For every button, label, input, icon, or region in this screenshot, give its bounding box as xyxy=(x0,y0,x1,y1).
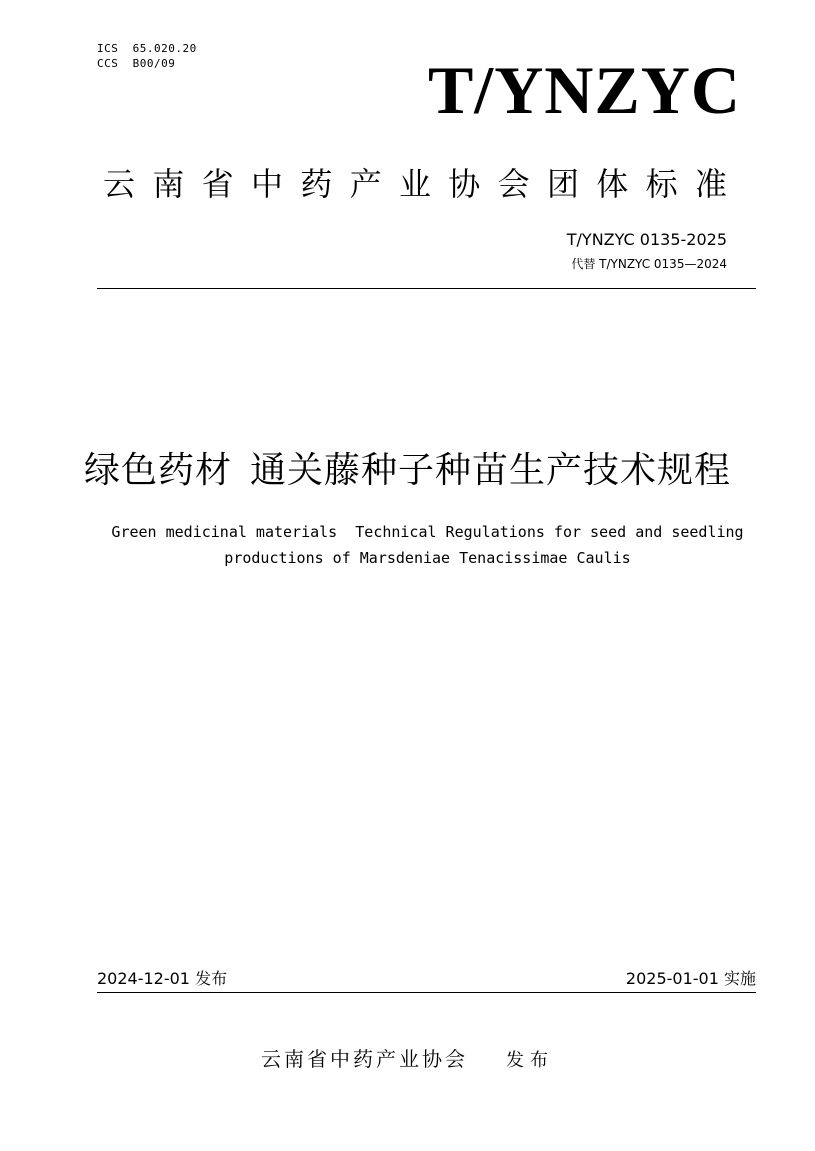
assoc-title-char: 药 xyxy=(300,165,333,203)
assoc-title-char: 标 xyxy=(645,165,678,203)
replaced-standard: 代替 T/YNZYC 0135—2024 xyxy=(571,257,727,271)
header-divider xyxy=(97,288,756,289)
assoc-title-char: 会 xyxy=(497,165,530,203)
assoc-title-char: 业 xyxy=(398,165,431,203)
english-title-line-1: Green medicinal materials Technical Regulations for seed and seedling xyxy=(111,523,744,541)
ics-code: ICS 65.020.20 xyxy=(97,42,197,55)
association-standard-title xyxy=(103,162,727,206)
title-part-2: 通关藤种子种苗生产技术规程 xyxy=(250,450,732,491)
assoc-title-char: 中 xyxy=(250,165,283,203)
footer-divider xyxy=(97,992,756,993)
assoc-title-char: 协 xyxy=(448,165,481,203)
publisher-org: 云南省中药产业协会 xyxy=(261,1047,468,1071)
publish-date: 2024-12-01 发布 xyxy=(97,969,228,988)
publisher-line xyxy=(0,1044,815,1076)
ccs-code: CCS B00/09 xyxy=(97,57,176,70)
document-title xyxy=(0,447,815,495)
title-part-1: 绿色药材 xyxy=(83,450,232,491)
assoc-title-char: 准 xyxy=(694,165,727,203)
assoc-title-char: 产 xyxy=(349,165,382,203)
assoc-title-char: 南 xyxy=(152,165,185,203)
implement-date: 2025-01-01 实施 xyxy=(625,969,756,988)
assoc-title-char: 团 xyxy=(546,165,579,203)
assoc-title-char: 云 xyxy=(103,165,136,203)
standard-logo: T/YNZYC xyxy=(427,52,741,128)
classification-codes xyxy=(97,41,197,71)
english-title-line-2: productions of Marsdeniae Tenacissimae Caulis xyxy=(224,549,631,567)
publisher-action: 发布 xyxy=(506,1050,554,1071)
standard-number: T/YNZYC 0135-2025 xyxy=(566,230,727,249)
english-title xyxy=(60,519,795,571)
assoc-title-char: 体 xyxy=(596,165,629,203)
assoc-title-char: 省 xyxy=(201,165,234,203)
